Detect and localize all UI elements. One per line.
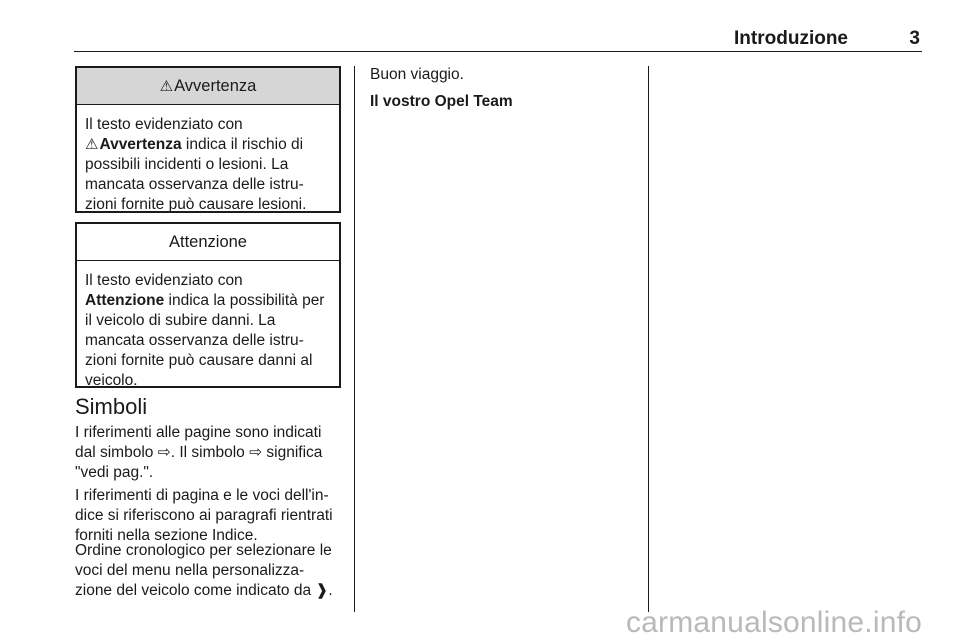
- watermark: carmanualsonline.info: [625, 606, 922, 639]
- warning-box: [75, 66, 341, 213]
- text-run: dal simbolo: [75, 444, 158, 461]
- paragraph-menu-sequence: [75, 541, 347, 601]
- attention-body-line: [85, 291, 333, 311]
- paragraph-line: forniti nella sezione Indice.: [75, 527, 258, 544]
- warning-body-line: Il testo evidenziato con: [85, 116, 243, 133]
- warning-body-line: zioni fornite può causare lesioni.: [85, 196, 307, 213]
- header-rule: [74, 51, 922, 52]
- text-run: . Il simbolo: [170, 444, 250, 461]
- section-heading-simboli: Simboli: [75, 394, 148, 419]
- attention-box-body: [77, 261, 339, 391]
- paragraph-index-references: [75, 486, 347, 546]
- paragraph-line: voci del menu nella personalizza-: [75, 562, 305, 579]
- paragraph-line: dice si riferiscono ai paragrafi rientrati: [75, 507, 333, 524]
- warning-body-text: indica il rischio di: [181, 136, 304, 153]
- warning-box-title: Avvertenza: [174, 77, 257, 95]
- column-divider-left: [354, 66, 355, 612]
- attention-box-header: [77, 224, 339, 261]
- warning-body-line: possibili incidenti o lesioni. La: [85, 156, 289, 173]
- attention-body-line: zioni fornite può causare danni al: [85, 352, 313, 369]
- page-reference-arrow-icon: ⇨: [249, 444, 263, 461]
- paragraph-line: [75, 581, 347, 601]
- menu-sequence-arrow-icon: ❱: [315, 582, 329, 599]
- paragraph-line: "vedi pag.".: [75, 464, 154, 481]
- warning-box-header: [77, 68, 339, 105]
- warning-body-line: [85, 135, 333, 155]
- greeting-text: Buon viaggio.: [370, 66, 464, 83]
- text-run: .: [328, 582, 333, 599]
- page-number: 3: [909, 28, 920, 49]
- warning-triangle-icon: ⚠: [85, 136, 99, 153]
- paragraph-line: I riferimenti di pagina e le voci dell'in-: [75, 487, 329, 504]
- warning-body-line: mancata osservanza delle istru-: [85, 176, 304, 193]
- attention-body-text: indica la possibilità per: [164, 292, 325, 309]
- attention-body-line: il veicolo di subire danni. La: [85, 312, 276, 329]
- attention-keyword: Attenzione: [85, 292, 165, 309]
- paragraph-line: Ordine cronologico per selezionare le: [75, 542, 332, 559]
- page-header-title: Introduzione: [734, 28, 848, 49]
- column-divider-right: [648, 66, 649, 612]
- attention-box-title: Attenzione: [169, 233, 247, 251]
- paragraph-page-references: [75, 423, 347, 483]
- warning-box-body: [77, 105, 339, 215]
- text-run: zione del veicolo come indicato da: [75, 582, 316, 599]
- signature-text: Il vostro Opel Team: [370, 93, 513, 110]
- page-reference-arrow-icon: ⇨: [157, 444, 171, 461]
- attention-body-line: mancata osservanza delle istru-: [85, 332, 304, 349]
- warning-keyword: Avvertenza: [99, 136, 182, 153]
- attention-body-line: veicolo.: [85, 372, 138, 389]
- text-run: significa: [262, 444, 323, 461]
- attention-box: [75, 222, 341, 388]
- attention-body-line: Il testo evidenziato con: [85, 272, 243, 289]
- paragraph-line: [75, 443, 347, 463]
- paragraph-line: I riferimenti alle pagine sono indicati: [75, 424, 322, 441]
- warning-triangle-icon: ⚠: [159, 78, 174, 95]
